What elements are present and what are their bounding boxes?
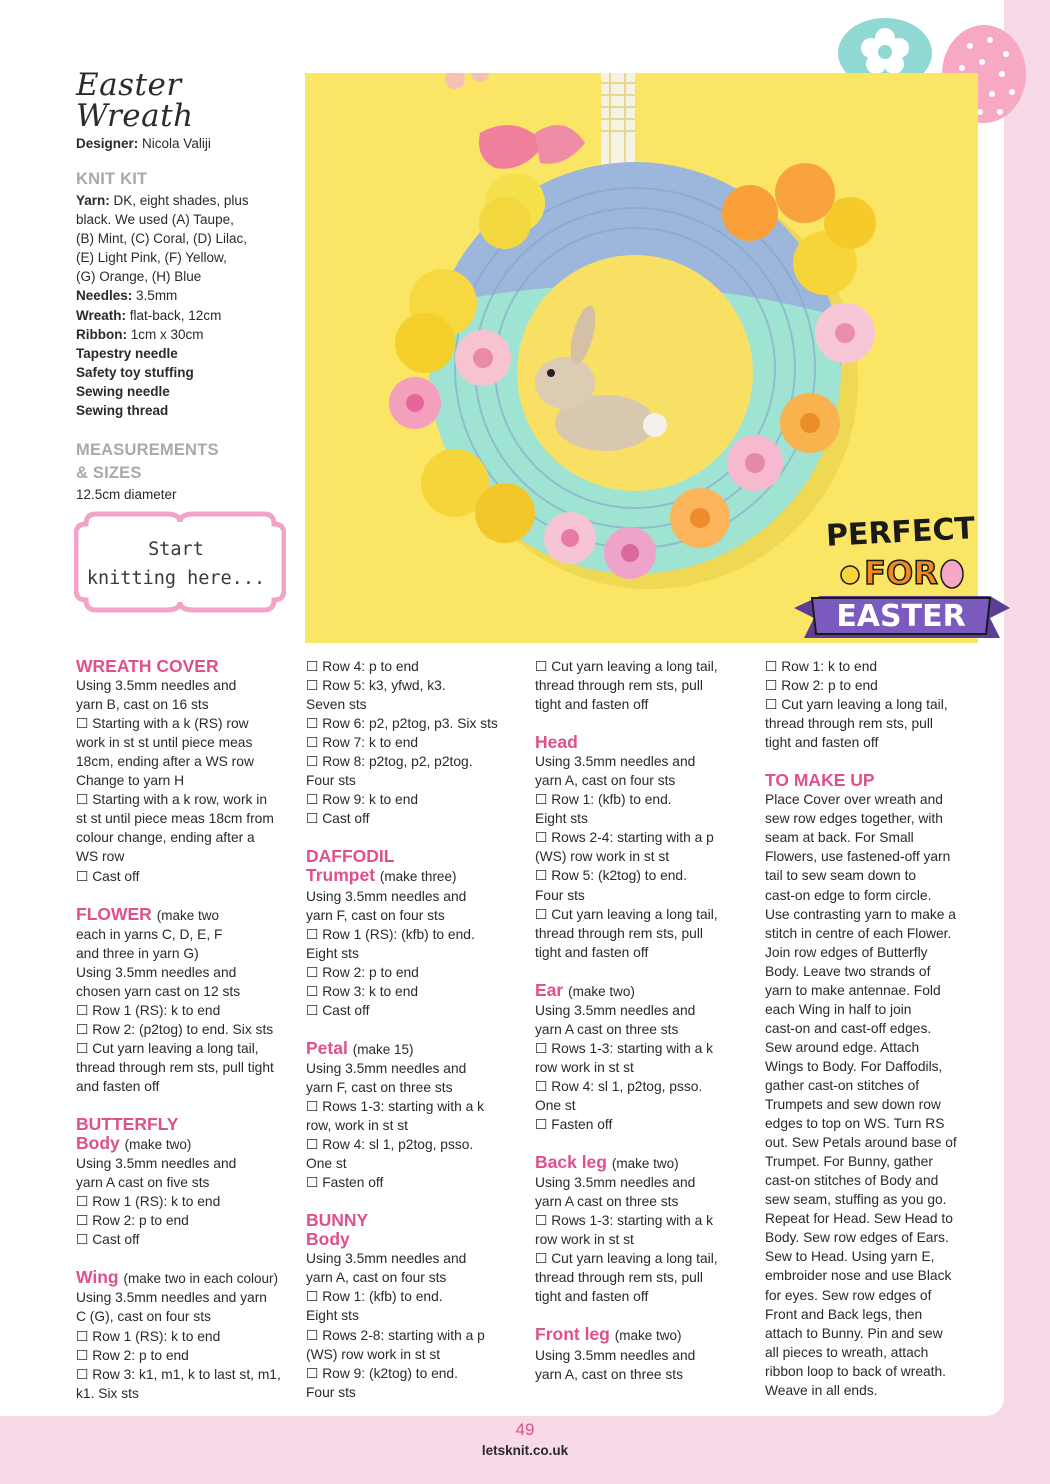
wreath-cover-instructions: Using 3.5mm needles and yarn B, cast on 16 sts ☐ Starting with a k (RS) row work in st st until piece meas 18cm, ending after a WS row Change to yarn H ☐ Starting with a k row, work in st st until piece meas 18cm from colour change, ending after a WS row ☐ Cast off [76,678,274,884]
ear-instructions: Using 3.5mm needles and yarn A cast on three sts ☐ Rows 1-3: starting with a k row work in st st ☐ Row 4: sl 1, p2tog, psso. One st ☐ Fasten off [535,1002,713,1133]
wing-instructions-continued: ☐ Row 4: p to end ☐ Row 5: k3, yfwd, k3. Seven sts ☐ Row 6: p2, p2tog, p3. Six sts ☐ Row 7: k to end ☐ Row 8: p2tog, p2, p2tog. Four sts ☐ Row 9: k to end ☐ Cast off [306,659,498,827]
head-heading: Head [535,732,578,753]
knit-kit-heading: KNIT KIT [76,170,148,188]
front-leg-instructions-continued: ☐ Row 1: k to end ☐ Row 2: p to end ☐ Cut yarn leaving a long tail, thread through rem sts, pull tight and fasten off [765,659,948,751]
trumpet-heading: Trumpet (make three) [306,865,457,886]
start-frame-text: Start knitting here... [86,539,266,589]
front-leg-heading: Front leg (make two) [535,1324,682,1345]
svg-text:FOR: FOR [864,554,938,592]
pattern-title: Easter Wreath [76,67,194,134]
measurements-value: 12.5cm diameter [76,487,177,503]
flower-instructions: each in yarns C, D, E, F and three in yarn G) Using 3.5mm needles and chosen yarn cast on 12 sts ☐ Row 1 (RS): k to end ☐ Row 2: (p2tog) to end. Six sts ☐ Cut yarn leaving a long tail, thread through rem sts, pull tight and fasten off [76,926,274,1094]
wing-instructions: Using 3.5mm needles and yarn C (G), cast on four sts ☐ Row 1 (RS): k to end ☐ Row 2: p to end ☐ Row 3: k1, m1, k to last st, m1, k1. Six sts [76,1290,281,1401]
ear-heading: Ear (make two) [535,979,635,1000]
svg-text:EASTER: EASTER [836,599,966,634]
page-number: 49 [515,1420,535,1439]
petal-instructions: Using 3.5mm needles and yarn F, cast on three sts ☐ Rows 1-3: starting with a k row, work in st st ☐ Row 4: sl 1, p2tog, psso. One st ☐ Fasten off [306,1060,484,1191]
flower-heading: FLOWER (make two [76,903,219,924]
bunny-body-instructions: Using 3.5mm needles and yarn A, cast on four sts ☐ Row 1: (kfb) to end. Eight sts ☐ Rows 2-8: starting with a p (WS) row work in st st ☐ Row 9: (k2tog) to end. Four sts [306,1251,485,1400]
wing-heading: Wing (make two in each colour) [76,1267,279,1288]
front-leg-instructions: Using 3.5mm needles and yarn A, cast on three sts [535,1347,696,1382]
wreath-cover-heading: WREATH COVER [76,656,219,676]
make-up-instructions: Place Cover over wreath and sew row edges together, with seam at back. For Small Flowers, use fastened-off yarn tail to sew seam down to cast-on edge to form circle. Use contrasting yarn to make a stitch in centre of each Flower. Join row edges of Butterfly Body. Leave two strands of yarn to make antennae. Fold each Wing in half to join cast-on and cast-off edges. Sew around edge. Attach Wings to Body. For Daffodils, gather cast-on stitches of Trumpets and sew down row edges to top on WS. Turn RS out. Sew Petals around base of Trumpet. For Bunny, gather cast-on stitches of Body and sew seam, stuffing as you go. Repeat for Head. Sew Head to Body. Sew row edges of Ears. Sew to Head. Using yarn E, embroider nose and use Black for eyes. Sew row edges of Front and Back legs, then attach to Bunny. Pin and sew all pieces to wreath, attach ribbon loop to back of wreath. Weave in all ends. [765,792,957,1398]
measurements-heading: MEASUREMENTS & SIZES [76,441,219,483]
butterfly-body-instructions: Using 3.5mm needles and yarn A cast on five sts ☐ Row 1 (RS): k to end ☐ Row 2: p to end ☐ Cast off [76,1156,237,1248]
daffodil-heading: DAFFODIL [306,846,395,867]
bunny-heading: BUNNY [306,1210,369,1231]
svg-text:PERFECT: PERFECT [825,511,976,554]
petal-heading: Petal (make 15) [306,1037,414,1058]
knit-kit-list: Yarn: DK, eight shades, plus black. We used (A) Taupe, (B) Mint, (C) Coral, (D) Lilac, (E) Light Pink, (F) Yellow, (G) Orange, (H) Blue Needles: 3.5mm Wreath: flat-back, 12cm Ribbon: 1cm x 30cm Tapestry needle Safety toy stuffing Sewing needle Sewing thread [76,193,249,419]
column-4 [765,657,985,1400]
butterfly-heading: BUTTERFLY [76,1114,179,1135]
title-block [76,67,296,504]
back-leg-instructions: Using 3.5mm needles and yarn A cast on three sts ☐ Rows 1-3: starting with a k row work in st st ☐ Cut yarn leaving a long tail, thread through rem sts, pull tight and fasten off [535,1175,718,1305]
website-url: letsknit.co.uk [481,1443,569,1458]
column-2 [306,657,526,1402]
back-leg-heading: Back leg (make two) [535,1152,679,1173]
butterfly-body-heading: Body (make two) [76,1133,192,1154]
bunny-body-instructions-continued: ☐ Cut yarn leaving a long tail, thread through rem sts, pull tight and fasten off [535,659,718,713]
column-1 [76,657,296,1403]
designer-credit: Designer: Nicola Valiji [76,136,211,151]
column-3 [535,657,755,1384]
head-instructions: Using 3.5mm needles and yarn A, cast on four sts ☐ Row 1: (kfb) to end. Eight sts ☐ Rows 2-4: starting with a p (WS) row work in st st ☐ Row 5: (k2tog) to end. Four sts ☐ Cut yarn leaving a long tail, thread through rem sts, pull tight and fasten off [535,754,718,960]
trumpet-instructions: Using 3.5mm needles and yarn F, cast on four sts ☐ Row 1 (RS): (kfb) to end. Eight sts ☐ Row 2: p to end ☐ Row 3: k to end ☐ Cast off [306,888,475,1018]
make-up-heading: TO MAKE UP [765,770,875,791]
perfect-for-easter-badge [790,500,1012,650]
bunny-body-heading: Body [306,1229,350,1250]
